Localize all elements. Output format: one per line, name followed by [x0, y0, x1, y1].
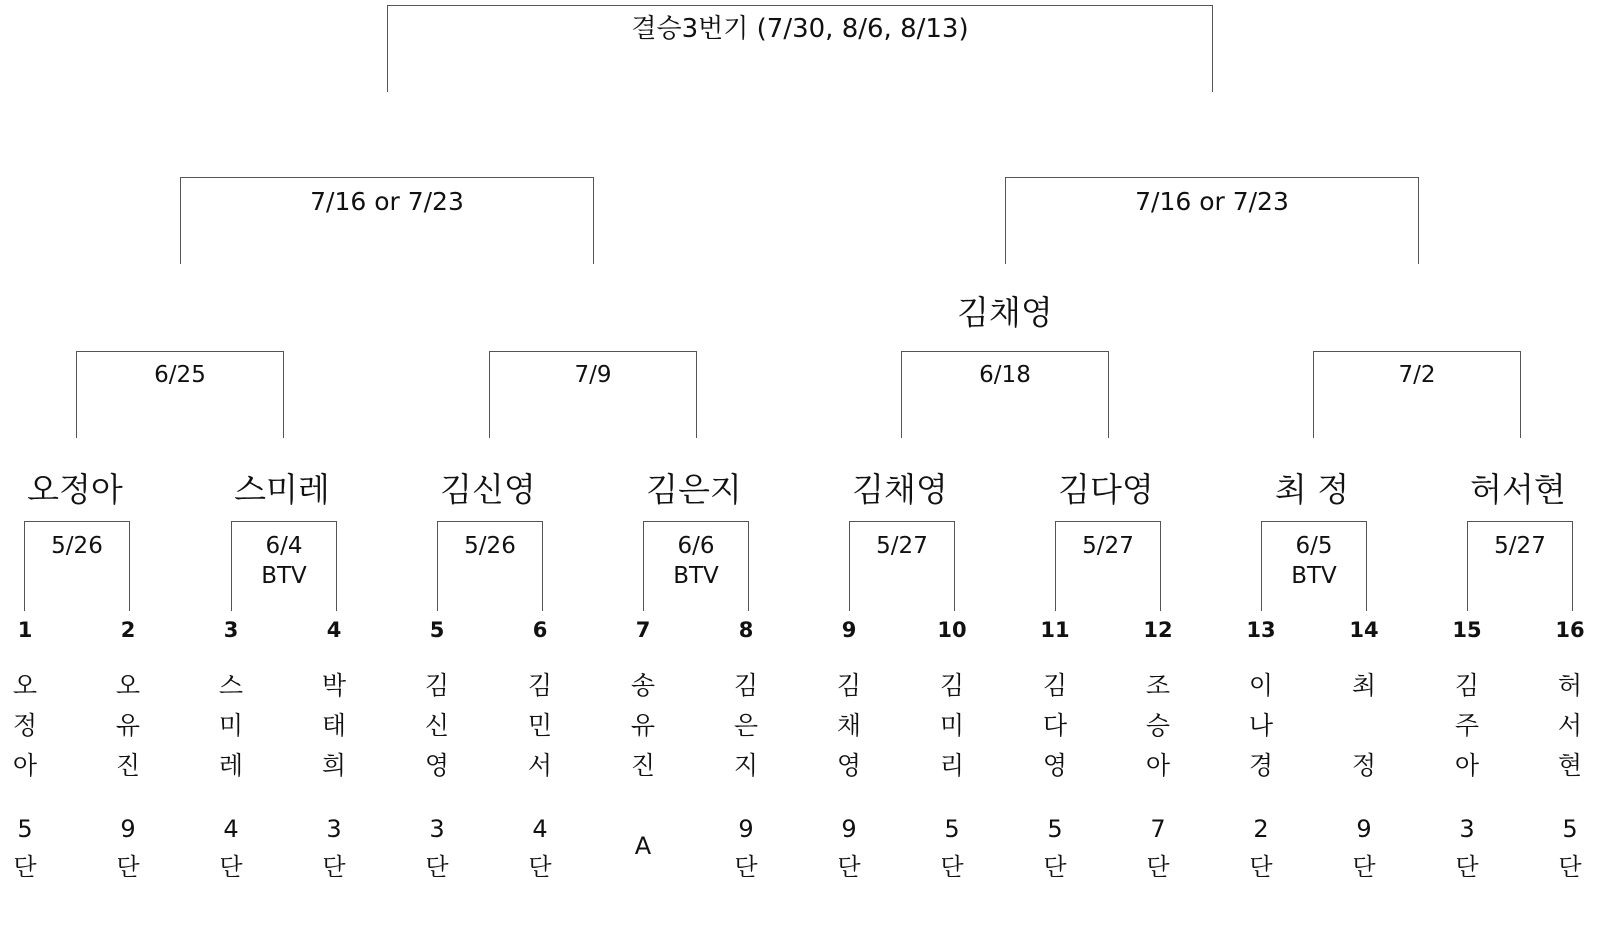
- round16-match-6-bracket: [1055, 521, 1161, 611]
- player-name: 김 은 지: [733, 671, 759, 780]
- player-15: [1437, 618, 1497, 881]
- player-4: [304, 618, 364, 881]
- player-seed: 2: [120, 618, 136, 642]
- round16-winner-4: 김은지: [646, 470, 742, 509]
- player-name: 김 미 리: [939, 671, 965, 780]
- round16-match-4-label: 6/6 BTV: [673, 533, 719, 589]
- round16-match-3-label: 5/26: [464, 533, 516, 559]
- player-seed: 14: [1349, 618, 1379, 642]
- player-name: 허 서 현: [1557, 671, 1583, 780]
- player-seed: 10: [937, 618, 967, 642]
- round16-match-7-label: 6/5 BTV: [1291, 533, 1337, 589]
- quarterfinal-2-label: 7/9: [574, 362, 612, 388]
- quarterfinal-1-bracket: [76, 351, 284, 438]
- quarterfinal-2-bracket: [489, 351, 697, 438]
- quarterfinal-4-bracket: [1313, 351, 1521, 438]
- player-rank: 2 단: [1249, 815, 1273, 881]
- player-5: [407, 618, 467, 881]
- player-rank: 3 단: [1455, 815, 1479, 881]
- player-seed: 6: [532, 618, 548, 642]
- round16-match-1-bracket: [24, 521, 130, 611]
- round16-match-8-bracket: [1467, 521, 1573, 611]
- round16-winner-1: 오정아: [27, 470, 123, 509]
- player-rank: 5 단: [940, 815, 964, 881]
- semifinal-1-bracket: [180, 177, 594, 264]
- quarterfinal-3-bracket: [901, 351, 1109, 438]
- player-name: 김 주 아: [1454, 671, 1480, 780]
- player-name: 송 유 진: [630, 671, 656, 780]
- player-seed: 1: [17, 618, 33, 642]
- round16-match-1-label: 5/26: [51, 533, 103, 559]
- player-13: [1231, 618, 1291, 881]
- player-11: [1025, 618, 1085, 881]
- player-seed: 13: [1246, 618, 1276, 642]
- player-name: 김 민 서: [527, 671, 553, 780]
- round16-match-3-bracket: [437, 521, 543, 611]
- semifinal-1-label: 7/16 or 7/23: [310, 187, 464, 216]
- player-rank: 5 단: [1558, 815, 1582, 881]
- player-rank: 9 단: [1352, 815, 1376, 881]
- player-rank: A: [634, 832, 652, 860]
- player-name: 오 정 아: [12, 671, 38, 780]
- player-9: [819, 618, 879, 881]
- player-rank: 9 단: [116, 815, 140, 881]
- player-rank: 7 단: [1146, 815, 1170, 881]
- player-rank: 5 단: [1043, 815, 1067, 881]
- player-name: 스 미 레: [218, 671, 244, 780]
- round16-match-2-bracket: [231, 521, 337, 611]
- round16-match-5-label: 5/27: [876, 533, 928, 559]
- player-16: [1540, 618, 1600, 881]
- player-seed: 11: [1040, 618, 1070, 642]
- player-seed: 8: [738, 618, 754, 642]
- round16-match-7-bracket: [1261, 521, 1367, 611]
- player-rank: 9 단: [837, 815, 861, 881]
- player-name: 조 승 아: [1145, 671, 1171, 780]
- quarterfinal-4-label: 7/2: [1398, 362, 1436, 388]
- player-12: [1128, 618, 1188, 881]
- player-6: [510, 618, 570, 881]
- player-3: [201, 618, 261, 881]
- round16-winner-6: 김다영: [1058, 470, 1154, 509]
- semifinal-2-label: 7/16 or 7/23: [1135, 187, 1289, 216]
- player-name: 김 다 영: [1042, 671, 1068, 780]
- player-seed: 4: [326, 618, 342, 642]
- player-seed: 9: [841, 618, 857, 642]
- player-name: 최 정: [1351, 671, 1377, 780]
- player-seed: 16: [1555, 618, 1585, 642]
- quarterfinal-3-label: 6/18: [979, 362, 1031, 388]
- round16-winner-2: 스미레: [234, 470, 330, 509]
- quarterfinal-1-label: 6/25: [154, 362, 206, 388]
- player-name: 박 태 희: [321, 671, 347, 780]
- round16-match-8-label: 5/27: [1494, 533, 1546, 559]
- semifinal-winner-name: 김채영: [957, 293, 1053, 332]
- player-seed: 12: [1143, 618, 1173, 642]
- player-rank: 3 단: [425, 815, 449, 881]
- round16-winner-8: 허서현: [1470, 470, 1566, 509]
- round16-winner-3: 김신영: [440, 470, 536, 509]
- player-rank: 5 단: [13, 815, 37, 881]
- round16-match-6-label: 5/27: [1082, 533, 1134, 559]
- player-rank: 3 단: [322, 815, 346, 881]
- final-match-bracket: [387, 5, 1213, 92]
- player-seed: 15: [1452, 618, 1482, 642]
- player-14: [1334, 618, 1394, 881]
- player-name: 김 신 영: [424, 671, 450, 780]
- player-name: 김 채 영: [836, 671, 862, 780]
- round16-match-4-bracket: [643, 521, 749, 611]
- player-2: [98, 618, 158, 881]
- round16-match-5-bracket: [849, 521, 955, 611]
- player-name: 오 유 진: [115, 671, 141, 780]
- player-10: [922, 618, 982, 881]
- player-name: 이 나 경: [1248, 671, 1274, 780]
- player-rank: 4 단: [528, 815, 552, 881]
- player-8: [716, 618, 776, 881]
- round16-match-2-label: 6/4 BTV: [261, 533, 307, 589]
- player-7: [613, 618, 673, 860]
- player-seed: 5: [429, 618, 445, 642]
- player-rank: 4 단: [219, 815, 243, 881]
- player-1: [0, 618, 55, 881]
- player-rank: 9 단: [734, 815, 758, 881]
- semifinal-2-bracket: [1005, 177, 1419, 264]
- round16-winner-7: 최 정: [1274, 470, 1350, 509]
- player-seed: 7: [635, 618, 651, 642]
- final-match-label: 결승3번기 (7/30, 8/6, 8/13): [631, 14, 969, 44]
- round16-winner-5: 김채영: [852, 470, 948, 509]
- player-seed: 3: [223, 618, 239, 642]
